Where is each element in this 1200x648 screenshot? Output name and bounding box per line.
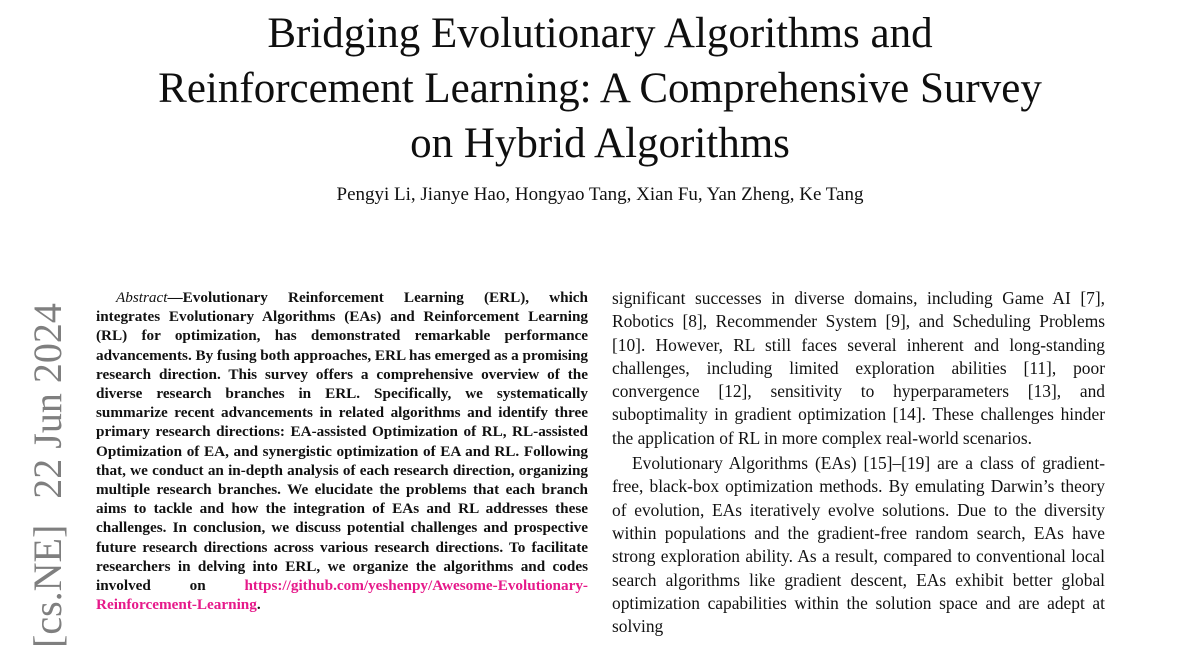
github-link[interactable]: https://github.com/yeshenpy/Awesome-Evolutionary-Reinforcement-Learning <box>96 577 588 614</box>
abstract-label: Abstract <box>116 289 168 306</box>
body-paragraph-2: Evolutionary Algorithms (EAs) [15]–[19] are a class of gradient-free, black-box optimization methods. By emulating Darwin’s theory of evolution, EAs iteratively evolve solutions. Due to the diversity within populations and the gradient-free random search, EAs have strong exploration ability. As a result, compared to conventional local search algorithms like gradient descent, EAs exhibit better global optimization capabilities within the solution space and are adept at solving <box>612 453 1105 637</box>
arxiv-date: 22 Jun 2024 <box>25 303 70 499</box>
arxiv-stamp <box>25 303 71 648</box>
body-paragraph-1: significant successes in diverse domains, including Game AI [7], Robotics [8], Recommender System [9], and Scheduling Problems [10]. However, RL still faces several inherent and long-standing challenges, including limited exploration abilities [11], poor convergence [12], sensitivity to hyperparameters [13], and suboptimality in gradient optimization [14]. These challenges hinder the application of RL in more complex real-world scenarios. <box>612 288 1105 448</box>
abstract <box>96 288 588 614</box>
title-line-3: on Hybrid Algorithms <box>410 120 790 167</box>
abstract-dash: — <box>167 289 183 306</box>
author-list: Pengyi Li, Jianye Hao, Hongyao Tang, Xian Fu, Yan Zheng, Ke Tang <box>336 184 864 205</box>
arxiv-category: [cs.NE] <box>25 524 70 648</box>
title-line-2: Reinforcement Learning: A Comprehensive Survey <box>158 65 1042 112</box>
body-column-right <box>612 287 1105 638</box>
paper-title <box>60 6 1140 171</box>
title-line-1: Bridging Evolutionary Algorithms and <box>267 10 933 57</box>
abstract-text: Evolutionary Reinforcement Learning (ERL), which integrates Evolutionary Algorithms (EAs) and Reinforcement Learning (RL) for optimization, has demonstrated remarkable performance advancements. By fusing both approaches, ERL has emerged as a promising research direction. This survey offers a comprehensive overview of the diverse research branches in ERL. Specifically, we systematically summarize recent advancements in related algorithms and identify three primary research directions: EA-assisted Optimization of RL, RL-assisted Optimization of EA, and synergistic optimization of EA and RL. Following that, we conduct an in-depth analysis of each research direction, organizing multiple research branches. We elucidate the problems that each branch aims to tackle and how the integration of EAs and RL addresses these challenges. In conclusion, we discuss potential challenges and prospective future research directions across various research directions. To facilitate researchers in delving into ERL, we organize the algorithms and codes involved on <box>96 289 588 595</box>
abstract-end: . <box>256 596 261 614</box>
